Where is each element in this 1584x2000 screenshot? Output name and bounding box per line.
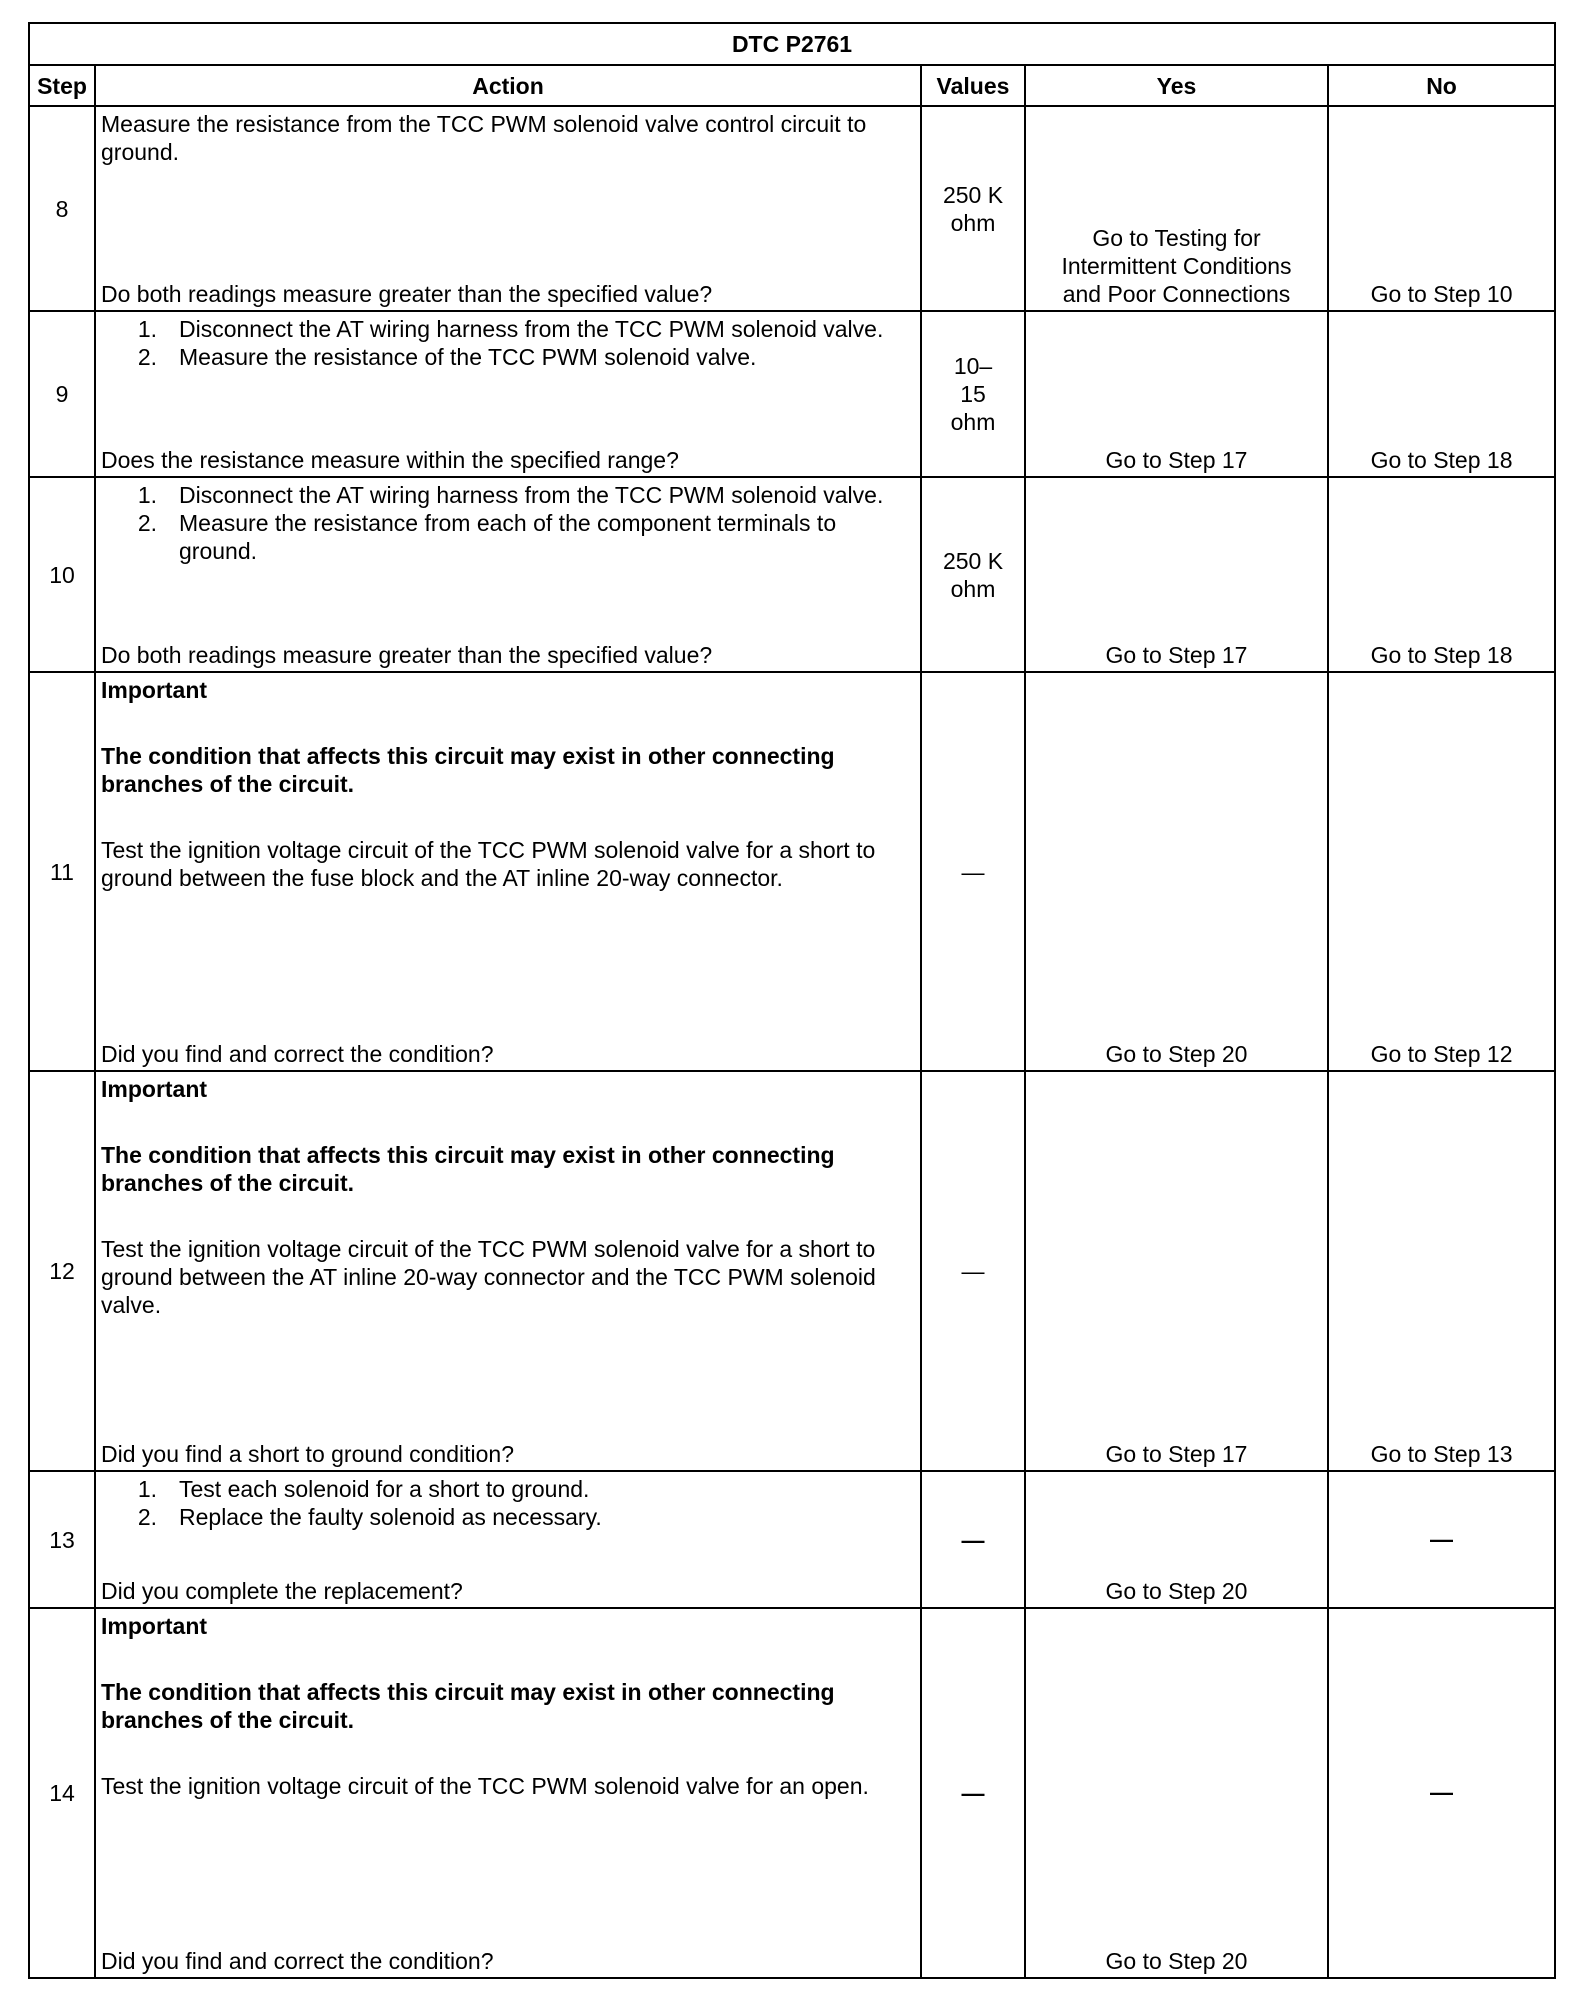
action-cell bbox=[95, 672, 921, 1071]
yes-cell bbox=[1025, 1471, 1328, 1608]
no-link[interactable]: Go to Step 13 bbox=[1370, 1441, 1513, 1467]
value-text: — bbox=[961, 858, 985, 885]
yes-link[interactable]: Go to Step 20 bbox=[1105, 1578, 1248, 1604]
table-row bbox=[29, 1071, 1555, 1471]
action-cell bbox=[95, 477, 921, 672]
value-cell bbox=[921, 1471, 1025, 1608]
list-item: 1. Test each solenoid for a short to ground. bbox=[137, 1476, 590, 1502]
table-header-row bbox=[29, 65, 1555, 106]
action-cell bbox=[95, 311, 921, 477]
step-number: 10 bbox=[29, 477, 95, 672]
important-note: The condition that affects this circuit may exist in other connecting branches of the circuit. bbox=[101, 1142, 835, 1196]
list-item: 1. Disconnect the AT wiring harness from the TCC PWM solenoid valve. bbox=[137, 482, 884, 508]
value-cell bbox=[921, 1608, 1025, 1978]
yes-link[interactable]: Go to Step 17 bbox=[1105, 642, 1248, 668]
no-link[interactable]: Go to Step 18 bbox=[1370, 642, 1513, 668]
list-item: 2. Measure the resistance from each of the component terminals to ground. bbox=[137, 510, 837, 564]
step-number: 13 bbox=[29, 1471, 95, 1608]
question-text: Did you find and correct the condition? bbox=[101, 1041, 494, 1067]
action-text: Measure the resistance from the TCC PWM solenoid valve control circuit to ground. bbox=[101, 111, 867, 165]
yes-cell bbox=[1025, 672, 1328, 1071]
no-link[interactable]: Go to Step 10 bbox=[1370, 281, 1513, 307]
table-row bbox=[29, 106, 1555, 311]
header-step: Step bbox=[29, 65, 95, 106]
dtc-table bbox=[28, 22, 1556, 1979]
table-title-row bbox=[29, 23, 1555, 65]
no-cell bbox=[1328, 672, 1555, 1071]
table-row bbox=[29, 1471, 1555, 1608]
value-text: — bbox=[961, 1258, 985, 1284]
yes-cell bbox=[1025, 1071, 1328, 1471]
important-heading: Important bbox=[101, 1076, 208, 1102]
no-link[interactable]: Go to Step 12 bbox=[1370, 1041, 1513, 1067]
table-row bbox=[29, 477, 1555, 672]
yes-link[interactable]: Go to Testing for Intermittent Conditions and Poor Connections bbox=[1061, 225, 1292, 307]
action-text: Test the ignition voltage circuit of the TCC PWM solenoid valve for an open. bbox=[101, 1773, 869, 1799]
no-cell bbox=[1328, 477, 1555, 672]
yes-link[interactable]: Go to Step 20 bbox=[1105, 1041, 1248, 1067]
action-cell bbox=[95, 1608, 921, 1978]
step-number: 12 bbox=[29, 1071, 95, 1471]
yes-cell bbox=[1025, 1608, 1328, 1978]
no-cell bbox=[1328, 1471, 1555, 1608]
no-text: — bbox=[1430, 1525, 1454, 1552]
question-text: Did you find a short to ground condition? bbox=[101, 1441, 514, 1467]
table-title: DTC P2761 bbox=[29, 23, 1555, 65]
step-number: 9 bbox=[29, 311, 95, 477]
yes-link[interactable]: Go to Step 17 bbox=[1105, 1441, 1248, 1467]
action-cell bbox=[95, 106, 921, 311]
value-text: — bbox=[961, 1526, 985, 1553]
list-item: 2. Replace the faulty solenoid as necessary. bbox=[137, 1504, 602, 1530]
no-cell bbox=[1328, 106, 1555, 311]
list-item: 1. Disconnect the AT wiring harness from the TCC PWM solenoid valve. bbox=[137, 316, 884, 342]
value-cell bbox=[921, 1071, 1025, 1471]
yes-link[interactable]: Go to Step 20 bbox=[1105, 1948, 1248, 1974]
question-text: Does the resistance measure within the specified range? bbox=[101, 447, 679, 473]
value-cell bbox=[921, 106, 1025, 311]
value-text: — bbox=[961, 1780, 985, 1806]
action-cell bbox=[95, 1471, 921, 1608]
value-text: 250 K ohm bbox=[942, 181, 1004, 236]
question-text: Did you complete the replacement? bbox=[101, 1578, 463, 1604]
action-text: Test the ignition voltage circuit of the TCC PWM solenoid valve for a short to ground between the fuse block and the AT inline 20-way connector. bbox=[101, 837, 876, 891]
value-text: 10–15 ohm bbox=[950, 353, 996, 435]
question-text: Did you find and correct the condition? bbox=[101, 1948, 494, 1974]
header-no: No bbox=[1328, 65, 1555, 106]
no-cell bbox=[1328, 311, 1555, 477]
list-item: 2. Measure the resistance of the TCC PWM solenoid valve. bbox=[137, 344, 757, 370]
value-cell bbox=[921, 477, 1025, 672]
action-text: Test the ignition voltage circuit of the TCC PWM solenoid valve for a short to ground between the AT inline 20-way connector and the TCC PWM solenoid valve. bbox=[101, 1236, 876, 1318]
substep-list bbox=[101, 315, 914, 371]
yes-cell bbox=[1025, 311, 1328, 477]
no-link[interactable]: Go to Step 18 bbox=[1370, 447, 1513, 473]
question-text: Do both readings measure greater than the specified value? bbox=[101, 642, 713, 668]
important-note: The condition that affects this circuit may exist in other connecting branches of the circuit. bbox=[101, 1679, 835, 1733]
yes-cell bbox=[1025, 106, 1328, 311]
table-row bbox=[29, 311, 1555, 477]
yes-link[interactable]: Go to Step 17 bbox=[1105, 447, 1248, 473]
header-values: Values bbox=[921, 65, 1025, 106]
yes-cell bbox=[1025, 477, 1328, 672]
important-note: The condition that affects this circuit may exist in other connecting branches of the circuit. bbox=[101, 743, 835, 797]
document-page bbox=[28, 22, 1554, 1979]
step-number: 11 bbox=[29, 672, 95, 1071]
value-cell bbox=[921, 311, 1025, 477]
value-text: 250 K ohm bbox=[942, 547, 1004, 602]
no-cell bbox=[1328, 1608, 1555, 1978]
no-text: — bbox=[1430, 1779, 1454, 1805]
substep-list bbox=[101, 481, 914, 565]
important-heading: Important bbox=[101, 1613, 208, 1639]
header-yes: Yes bbox=[1025, 65, 1328, 106]
table-row bbox=[29, 672, 1555, 1071]
no-cell bbox=[1328, 1071, 1555, 1471]
action-cell bbox=[95, 1071, 921, 1471]
important-heading: Important bbox=[101, 677, 208, 703]
step-number: 8 bbox=[29, 106, 95, 311]
header-action: Action bbox=[95, 65, 921, 106]
step-number: 14 bbox=[29, 1608, 95, 1978]
substep-list bbox=[101, 1475, 914, 1531]
table-row bbox=[29, 1608, 1555, 1978]
question-text: Do both readings measure greater than the specified value? bbox=[101, 281, 713, 307]
value-cell bbox=[921, 672, 1025, 1071]
